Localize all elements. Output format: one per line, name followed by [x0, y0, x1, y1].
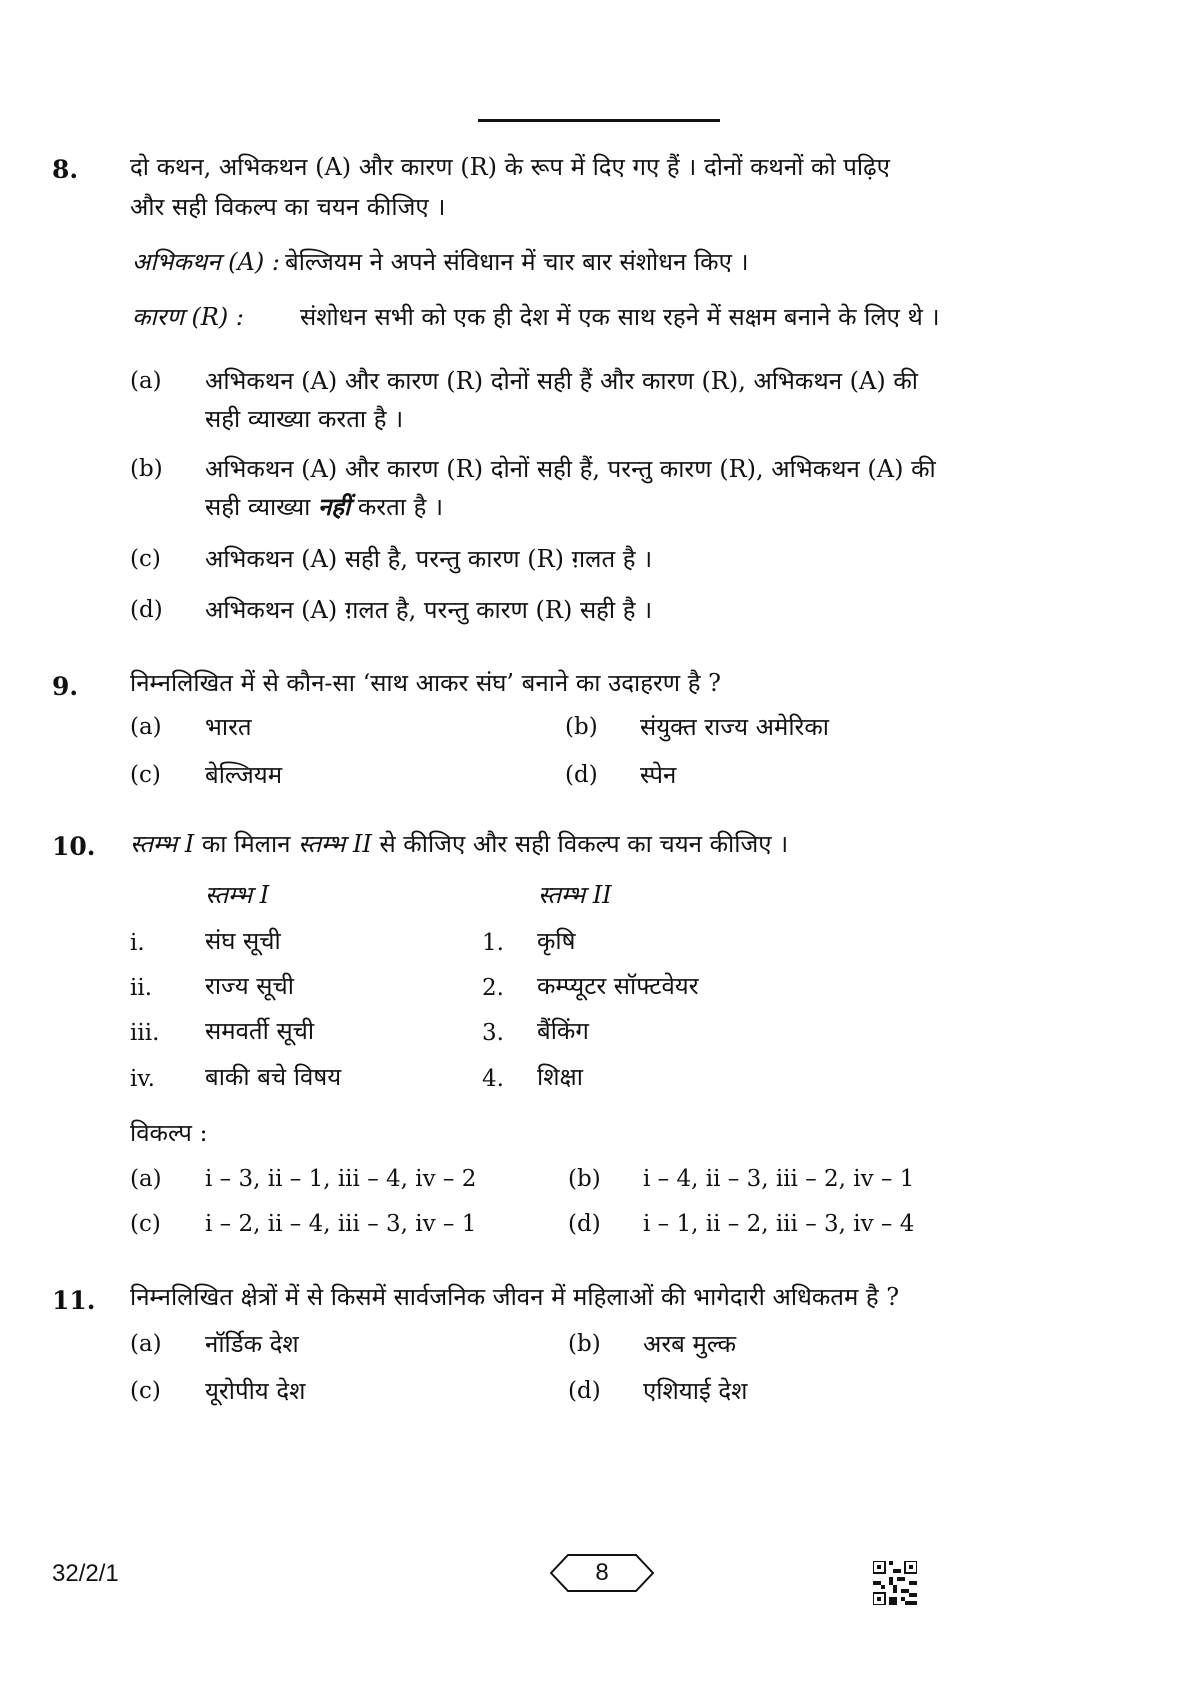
row-text: राज्य सूची: [205, 972, 294, 1000]
option-label: (b): [568, 1166, 601, 1192]
question-text: [130, 827, 788, 860]
options-heading: विकल्प :: [130, 1119, 208, 1147]
option-text: संयुक्त राज्य अमेरिका: [640, 713, 829, 741]
option-text: सही व्याख्या करता है ।: [205, 405, 404, 433]
question-text: निम्नलिखित क्षेत्रों में से किसमें सार्वजनिक जीवन में महिलाओं की भागेदारी अधिकतम है ?: [130, 1283, 900, 1311]
reason-text: संशोधन सभी को एक ही देश में एक साथ रहने में सक्षम बनाने के लिए थे ।: [300, 303, 940, 331]
row-text: संघ सूची: [205, 927, 281, 955]
question-text-part: का मिलान: [194, 830, 299, 858]
option-label: (c): [130, 546, 161, 572]
column-2-ref: स्तम्भ II: [298, 830, 372, 858]
reason-label: कारण (R) :: [132, 303, 244, 331]
option-text-part: सही व्याख्या: [205, 493, 318, 521]
option-label: (a): [130, 714, 162, 740]
option-text: i – 3, ii – 1, iii – 4, iv – 2: [205, 1166, 477, 1192]
column-2-header: स्तम्भ II: [538, 881, 612, 909]
option-text: i – 1, ii – 2, iii – 3, iv – 4: [643, 1211, 915, 1237]
option-text: अरब मुल्क: [643, 1330, 737, 1358]
column-1-header: स्तम्भ I: [205, 881, 270, 909]
row-text: कम्प्यूटर सॉफ्टवेयर: [537, 972, 699, 1000]
paper-code: 32/2/1: [52, 1560, 119, 1587]
option-text: i – 2, ii – 4, iii – 3, iv – 1: [205, 1211, 477, 1237]
option-text: भारत: [205, 713, 252, 741]
option-label: (b): [565, 714, 598, 740]
option-label: (d): [130, 597, 163, 623]
row-label: iii.: [130, 1020, 160, 1046]
column-1-ref: स्तम्भ I: [130, 830, 195, 858]
question-number: 8.: [52, 155, 79, 184]
row-label: 4.: [482, 1066, 504, 1092]
row-text: कृषि: [537, 927, 576, 955]
option-label: (c): [130, 1211, 161, 1237]
row-label: ii.: [130, 975, 153, 1001]
option-label: (c): [130, 762, 161, 788]
page-number-badge: [550, 1554, 654, 1592]
option-label: (d): [568, 1378, 601, 1404]
question-text-part: से कीजिए और सही विकल्प का चयन कीजिए ।: [371, 830, 789, 858]
question-number: 11.: [52, 1286, 96, 1315]
option-text: अभिकथन (A) और कारण (R) दोनों सही हैं और कारण (R), अभिकथन (A) की: [205, 367, 918, 395]
option-text: i – 4, ii – 3, iii – 2, iv – 1: [643, 1166, 915, 1192]
question-number: 10.: [52, 832, 96, 861]
row-text: समवर्ती सूची: [205, 1017, 315, 1045]
option-text: अभिकथन (A) ग़लत है, परन्तु कारण (R) सही है ।: [205, 596, 653, 624]
option-text: यूरोपीय देश: [205, 1377, 306, 1405]
row-label: 1.: [482, 930, 504, 956]
assertion-text: बेल्जियम ने अपने संविधान में चार बार संशोधन किए ।: [285, 248, 749, 276]
option-text: स्पेन: [640, 761, 677, 789]
option-text-part: करता है ।: [350, 493, 444, 521]
option-label: (a): [130, 1331, 162, 1357]
option-text: अभिकथन (A) सही है, परन्तु कारण (R) ग़लत है ।: [205, 545, 653, 573]
row-text: शिक्षा: [537, 1063, 583, 1091]
option-text: नॉर्डिक देश: [205, 1330, 299, 1358]
option-label: (d): [568, 1211, 601, 1237]
emphasis-not: नहीं: [317, 492, 351, 521]
page-number: 8: [595, 1559, 609, 1586]
option-text: बेल्जियम: [205, 761, 283, 789]
assertion-label: अभिकथन (A) :: [132, 248, 280, 276]
question-text: दो कथन, अभिकथन (A) और कारण (R) के रूप में दिए गए हैं । दोनों कथनों को पढ़िए: [130, 153, 890, 181]
option-label: (c): [130, 1378, 161, 1404]
option-text: [205, 490, 443, 523]
row-text: बाकी बचे विषय: [205, 1063, 342, 1091]
row-label: 3.: [482, 1020, 504, 1046]
option-label: (b): [130, 456, 163, 482]
option-text: एशियाई देश: [643, 1377, 748, 1405]
option-label: (d): [565, 762, 598, 788]
option-label: (a): [130, 368, 162, 394]
option-text: अभिकथन (A) और कारण (R) दोनों सही हैं, परन्तु कारण (R), अभिकथन (A) की: [205, 455, 936, 483]
row-label: iv.: [130, 1066, 155, 1092]
question-text: निम्नलिखित में से कौन-सा ‘साथ आकर संघ’ बनाने का उदाहरण है ?: [130, 669, 722, 697]
question-number: 9.: [52, 672, 79, 701]
row-text: बैंकिंग: [537, 1017, 589, 1045]
question-text: और सही विकल्प का चयन कीजिए ।: [130, 193, 446, 221]
option-label: (a): [130, 1166, 162, 1192]
qr-code-icon: [873, 1561, 917, 1605]
option-label: (b): [568, 1331, 601, 1357]
top-divider: [478, 119, 720, 122]
row-label: 2.: [482, 975, 504, 1001]
row-label: i.: [130, 930, 145, 956]
